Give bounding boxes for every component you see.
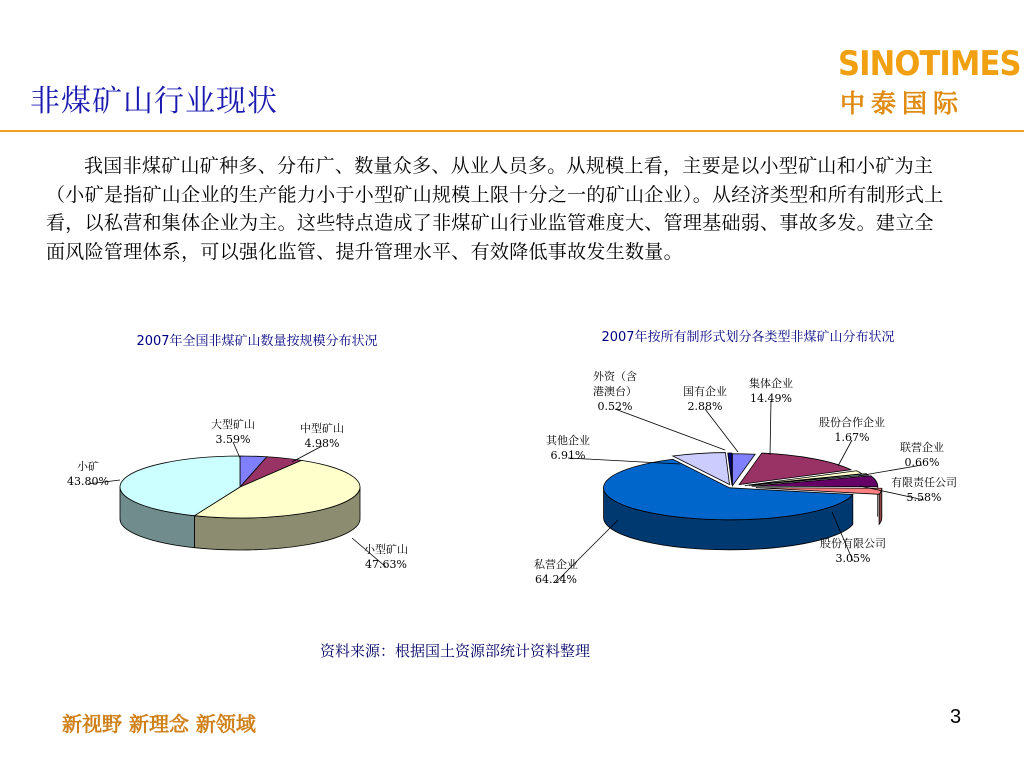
- slice-name-label: 联营企业: [900, 441, 944, 454]
- slice-value-label: 3.05%: [835, 552, 871, 565]
- pie-chart-2: [534, 329, 957, 586]
- leader-line: [615, 409, 725, 450]
- slice-name-label: 有限责任公司: [891, 476, 957, 489]
- logo-text-cn: 中泰国际: [840, 89, 965, 118]
- slice-value-label: 1.67%: [834, 431, 870, 444]
- slice-value-label: 47.63%: [365, 558, 407, 571]
- slice-name-label: 其他企业: [546, 434, 590, 447]
- slice-name-label: 股份合作企业: [819, 416, 885, 429]
- slice-value-label: 43.80%: [67, 475, 109, 488]
- slice-value-label: 4.98%: [304, 437, 340, 450]
- chart-title: 2007年按所有制形式划分各类型非煤矿山分布状况: [601, 330, 895, 345]
- leader-line: [770, 401, 771, 455]
- slice-name-label: 国有企业: [683, 385, 727, 398]
- slice-name-label: 港澳台）: [593, 385, 637, 398]
- slice-value-label: 0.52%: [597, 400, 633, 413]
- slice-name-label: 外资（含: [593, 370, 637, 383]
- slice-value-label: 6.91%: [550, 449, 586, 462]
- pie-chart-1: [67, 333, 408, 571]
- slice-value-label: 2.88%: [687, 400, 723, 413]
- footer-slogan: 新视野 新理念 新领域: [62, 712, 256, 736]
- slice-name-label: 中型矿山: [300, 422, 344, 435]
- body-paragraph: 我国非煤矿山矿种多、分布广、数量众多、从业人员多。从规模上看，主要是以小型矿山和小矿为主（小矿是指矿山企业的生产能力小于小型矿山规模上限十分之一的矿山企业）。从经济类型和所有制形式上看，以私营和集体企业为主。这些特点造成了非煤矿山行业监管难度大、管理基础弱、事故多发。建立全面风险管理体系，可以强化监管、提升管理水平、有效降低事故发生数量。: [46, 155, 944, 263]
- slice-name-label: 小型矿山: [364, 543, 408, 556]
- slice-name-label: 集体企业: [749, 377, 793, 390]
- logo-text-en: SINOTIMES: [838, 44, 1021, 84]
- source-note: 资料来源：根据国土资源部统计资料整理: [320, 642, 591, 660]
- slice-name-label: 私营企业: [534, 558, 578, 571]
- slice-value-label: 14.49%: [750, 392, 792, 405]
- slice-name-label: 股份有限公司: [820, 537, 886, 550]
- slice-name-label: 大型矿山: [211, 418, 255, 431]
- slice-value-label: 64.24%: [535, 573, 577, 586]
- slice-value-label: 5.58%: [906, 491, 942, 504]
- slice-name-label: 小矿: [77, 460, 99, 473]
- slice-value-label: 3.59%: [215, 433, 251, 446]
- slice-value-label: 0.66%: [904, 456, 940, 469]
- leader-line: [705, 409, 738, 452]
- chart-title: 2007年全国非煤矿山数量按规模分布状况: [136, 334, 378, 349]
- page-number: 3: [950, 706, 962, 728]
- page-title: 非煤矿山行业现状: [30, 84, 278, 119]
